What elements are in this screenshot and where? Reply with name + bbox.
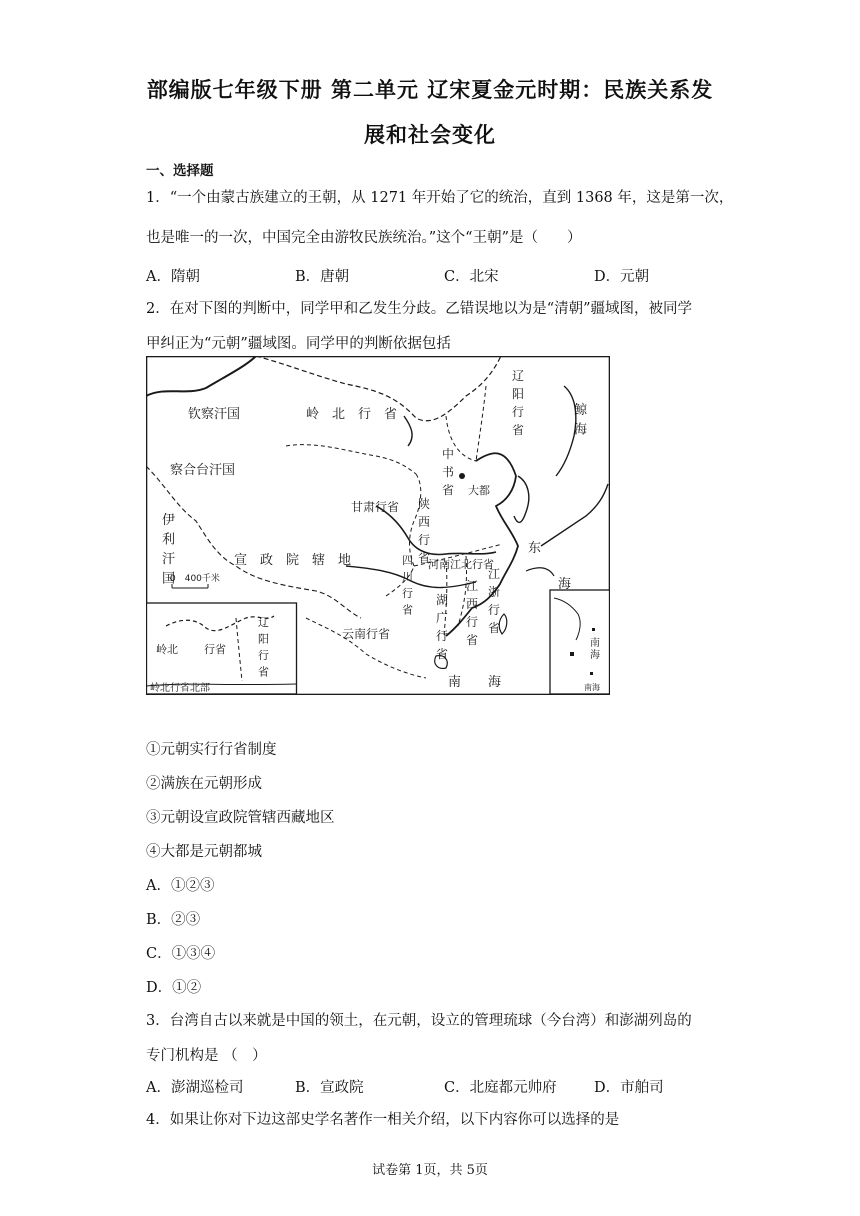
inset-label-hai2: 海 bbox=[590, 650, 600, 661]
q1-option-a[interactable]: A．隋朝 bbox=[146, 269, 200, 285]
inset-label-liaoyang: 辽阳行省 bbox=[258, 616, 269, 679]
map-label-jiangzhe: 江浙行省 bbox=[488, 567, 501, 635]
q3-option-a[interactable]: A．澎湖巡检司 bbox=[146, 1080, 244, 1096]
map-label-chagatai: 察合台汗国 bbox=[170, 463, 236, 478]
q1-option-d[interactable]: D．元朝 bbox=[594, 269, 650, 285]
map-label-jinghai: 鲸海 bbox=[574, 403, 588, 438]
q2-option-d[interactable]: D．①② bbox=[146, 980, 202, 996]
q3-line2: 专门机构是 （ ） bbox=[146, 1048, 267, 1064]
section-label: 一、选择题 bbox=[146, 163, 214, 179]
q1-line1: 1．“一个由蒙古族建立的王朝，从 1271 年开始了它的统治，直到 1368 年，这是第一次， bbox=[146, 190, 734, 206]
inset-label-nanhai: 南海 bbox=[584, 683, 600, 692]
map-label-dadu: 大都 bbox=[468, 484, 490, 497]
dadu-marker bbox=[459, 473, 465, 479]
q4-line1: 4．如果让你对下边这部史学名著作一相关介绍，以下内容你可以选择的是 bbox=[146, 1112, 620, 1128]
q1-option-c[interactable]: C．北宋 bbox=[444, 269, 499, 285]
page-footer: 试卷第 1页，共 5页 bbox=[372, 1163, 488, 1178]
q2-statement-2: ②满族在元朝形成 bbox=[146, 776, 262, 792]
q2-statement-4: ④大都是元朝都城 bbox=[146, 844, 262, 860]
map-label-shaanxi: 陕西行省 bbox=[418, 497, 431, 565]
q2-option-a[interactable]: A．①②③ bbox=[146, 878, 215, 894]
q1-option-b[interactable]: B．唐朝 bbox=[295, 269, 350, 285]
map-label-gansu: 甘肃行省 bbox=[351, 500, 400, 514]
map-label-scale: 0 400千米 bbox=[170, 574, 220, 584]
inset-label-lingbei: 岭北 bbox=[156, 643, 178, 656]
doc-title-line2: 展和社会变化 bbox=[364, 123, 496, 147]
yuan-dynasty-territory-map bbox=[146, 356, 610, 695]
q2-statement-1: ①元朝实行行省制度 bbox=[146, 742, 277, 758]
map-label-xuanzheng: 宣 政 院 辖 地 bbox=[234, 553, 352, 568]
inset-label-nan: 南 bbox=[590, 638, 600, 649]
q3-option-d[interactable]: D．市舶司 bbox=[594, 1080, 664, 1096]
doc-title-line1: 部编版七年级下册 第二单元 辽宋夏金元时期：民族关系发 bbox=[146, 78, 714, 102]
map-label-ili: 伊利汗国 bbox=[162, 513, 176, 587]
map-label-henan: 河南江北行省 bbox=[428, 558, 494, 571]
q3-option-c[interactable]: C．北庭都元帅府 bbox=[444, 1080, 557, 1096]
q2-line1: 2．在对下图的判断中，同学甲和乙发生分歧。乙错误地以为是“清朝”疆域图，被同学 bbox=[146, 301, 693, 317]
inset-label-xing: 行省 bbox=[204, 643, 226, 656]
q3-option-b[interactable]: B．宣政院 bbox=[295, 1080, 364, 1096]
q2-line2: 甲纠正为“元朝”疆域图。同学甲的判断依据包括 bbox=[146, 336, 451, 352]
q2-option-b[interactable]: B．②③ bbox=[146, 912, 201, 928]
map-label-dong: 东 bbox=[528, 541, 542, 556]
map-label-nan: 南 bbox=[448, 675, 462, 690]
q1-line2: 也是唯一的一次，中国完全由游牧民族统治。”这个“王朝”是（ ） bbox=[146, 230, 582, 246]
map-label-nanhai-right: 海 bbox=[488, 675, 502, 690]
map-label-zhongshu: 中书省 bbox=[442, 447, 455, 497]
q2-statement-3: ③元朝设宣政院管辖西藏地区 bbox=[146, 810, 335, 826]
map-label-lingbei: 岭 北 行 省 bbox=[306, 407, 398, 422]
map-label-liaoyang: 辽阳行省 bbox=[512, 369, 525, 437]
map-label-huguang: 湖广行省 bbox=[436, 593, 449, 661]
inset-caption: 岭北行省北部 bbox=[150, 683, 210, 694]
map-label-jiangxi: 江西行省 bbox=[466, 579, 479, 647]
map-label-sichuan: 四川行省 bbox=[402, 554, 413, 617]
q3-line1: 3．台湾自古以来就是中国的领土，在元朝，设立的管理琉球（今台湾）和澎湖列岛的 bbox=[146, 1013, 692, 1029]
q2-option-c[interactable]: C．①③④ bbox=[146, 946, 216, 962]
map-label-yunnan: 云南行省 bbox=[342, 627, 391, 641]
map-label-qincha: 钦察汗国 bbox=[188, 407, 241, 422]
map-label-hai: 海 bbox=[558, 577, 572, 592]
